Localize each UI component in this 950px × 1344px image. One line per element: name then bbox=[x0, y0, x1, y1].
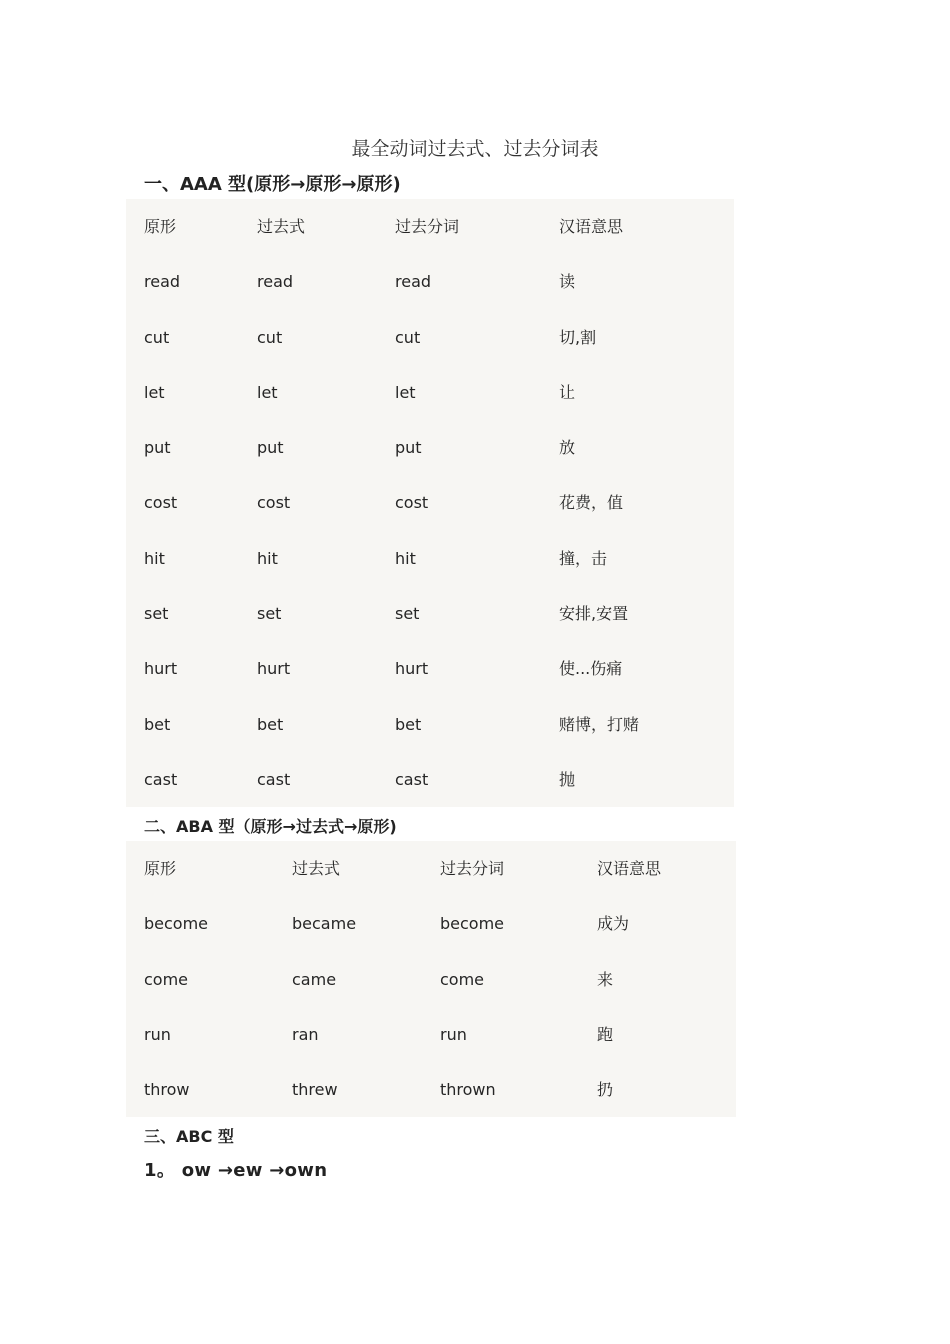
cell-meaning: 读 bbox=[559, 272, 576, 292]
cell-participle: come bbox=[440, 969, 485, 989]
verb-table-aaa bbox=[126, 199, 734, 807]
cell-base: cast bbox=[144, 769, 178, 789]
table-header-row bbox=[126, 199, 734, 254]
column-header-meaning: 汉语意思 bbox=[597, 859, 662, 878]
cell-past: cost bbox=[257, 493, 291, 513]
cell-meaning: 扔 bbox=[597, 1080, 614, 1100]
table-row bbox=[126, 752, 734, 807]
cell-past: ran bbox=[292, 1024, 319, 1044]
cell-meaning: 来 bbox=[597, 969, 614, 989]
cell-participle: hurt bbox=[395, 659, 429, 679]
column-header-base: 原形 bbox=[144, 217, 177, 236]
cell-past: bet bbox=[257, 714, 284, 734]
table-row bbox=[126, 586, 734, 641]
table-row bbox=[126, 420, 734, 475]
cell-meaning: 放 bbox=[559, 438, 576, 458]
cell-participle: cut bbox=[395, 327, 421, 347]
cell-participle: let bbox=[395, 382, 416, 402]
cell-base: cut bbox=[144, 327, 170, 347]
cell-base: become bbox=[144, 914, 209, 934]
cell-past: cast bbox=[257, 769, 291, 789]
cell-base: throw bbox=[144, 1080, 190, 1100]
cell-base: read bbox=[144, 272, 181, 292]
cell-base: cost bbox=[144, 493, 178, 513]
cell-past: set bbox=[257, 604, 282, 624]
cell-meaning: 赌博，打赌 bbox=[559, 714, 640, 734]
cell-participle: set bbox=[395, 604, 420, 624]
cell-participle: thrown bbox=[440, 1080, 496, 1100]
cell-meaning: 让 bbox=[559, 382, 576, 402]
cell-past: cut bbox=[257, 327, 283, 347]
cell-meaning: 成为 bbox=[597, 914, 630, 934]
cell-base: run bbox=[144, 1024, 171, 1044]
cell-base: set bbox=[144, 604, 169, 624]
cell-past: hit bbox=[257, 548, 278, 568]
cell-participle: cost bbox=[395, 493, 429, 513]
cell-participle: read bbox=[395, 272, 432, 292]
cell-participle: put bbox=[395, 438, 422, 458]
cell-participle: cast bbox=[395, 769, 429, 789]
cell-meaning: 跑 bbox=[597, 1024, 614, 1044]
section-heading-aba: 二、ABA 型（原形→过去式→原形) bbox=[144, 817, 397, 836]
cell-meaning: 花费，值 bbox=[559, 493, 624, 513]
table-row bbox=[126, 254, 734, 309]
table-row bbox=[126, 365, 734, 420]
table-row bbox=[126, 1062, 736, 1117]
table-row bbox=[126, 697, 734, 752]
cell-base: hurt bbox=[144, 659, 178, 679]
table-row bbox=[126, 310, 734, 365]
cell-past: put bbox=[257, 438, 284, 458]
column-header-meaning: 汉语意思 bbox=[559, 217, 624, 236]
column-header-participle: 过去分词 bbox=[395, 217, 460, 236]
cell-meaning: 撞，击 bbox=[559, 548, 608, 568]
cell-meaning: 抛 bbox=[559, 769, 576, 789]
column-header-base: 原形 bbox=[144, 859, 177, 878]
verb-table-aba bbox=[126, 841, 736, 1117]
cell-base: hit bbox=[144, 548, 165, 568]
table-row bbox=[126, 475, 734, 530]
section-heading-aaa: 一、AAA 型(原形→原形→原形) bbox=[144, 174, 401, 195]
cell-past: hurt bbox=[257, 659, 291, 679]
column-header-participle: 过去分词 bbox=[440, 859, 505, 878]
table-row bbox=[126, 531, 734, 586]
cell-participle: bet bbox=[395, 714, 422, 734]
table-header-row bbox=[126, 841, 736, 896]
cell-meaning: 安排,安置 bbox=[559, 604, 629, 624]
section-heading-abc: 三、ABC 型 bbox=[144, 1127, 234, 1146]
column-header-past: 过去式 bbox=[292, 859, 341, 878]
document-title: 最全动词过去式、过去分词表 bbox=[351, 138, 599, 160]
cell-participle: hit bbox=[395, 548, 416, 568]
cell-past: threw bbox=[292, 1080, 338, 1100]
cell-meaning: 使...伤痛 bbox=[559, 659, 623, 679]
cell-past: came bbox=[292, 969, 337, 989]
cell-past: read bbox=[257, 272, 294, 292]
table-row bbox=[126, 641, 734, 696]
cell-base: come bbox=[144, 969, 189, 989]
cell-meaning: 切,割 bbox=[559, 327, 597, 347]
subsection-heading-ow-ew-own: 1。 ow →ew →own bbox=[144, 1160, 328, 1181]
cell-base: let bbox=[144, 382, 165, 402]
table-row bbox=[126, 952, 736, 1007]
cell-participle: become bbox=[440, 914, 505, 934]
cell-base: put bbox=[144, 438, 171, 458]
cell-participle: run bbox=[440, 1024, 467, 1044]
cell-base: bet bbox=[144, 714, 171, 734]
table-row bbox=[126, 896, 736, 951]
table-row bbox=[126, 1007, 736, 1062]
cell-past: let bbox=[257, 382, 278, 402]
column-header-past: 过去式 bbox=[257, 217, 306, 236]
cell-past: became bbox=[292, 914, 357, 934]
